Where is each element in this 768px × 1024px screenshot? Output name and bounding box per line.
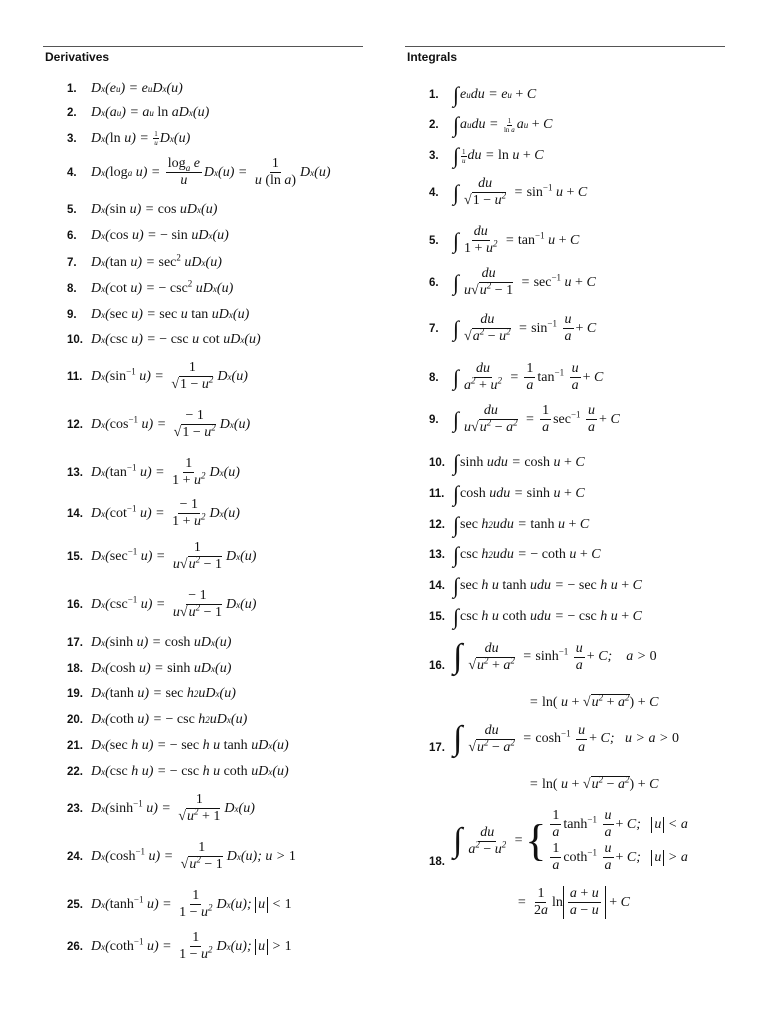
- integral-formula-12: [429, 514, 589, 536]
- formula-expression: D x ( tanh u) = sec h 2 uD x (u): [91, 686, 236, 701]
- formula-expression: D x ( sec h u) = − sec h u tanh uD x (u): [91, 738, 289, 753]
- integral-sign-icon: ∫: [453, 315, 460, 341]
- formula-expression: ∫ $\frac{du}{√u^2 + a^2}$ = $\sinh^{-1}$ $\frac{u}{a}$ + C; a > 0: [453, 638, 657, 675]
- formula-number: 9.: [429, 413, 439, 426]
- integral-formula-1: [429, 84, 536, 106]
- derivative-formula-24: [67, 840, 296, 873]
- formula-expression: D x (a u ) = a u ln aD x (u): [91, 105, 210, 120]
- derivative-formula-10: [67, 332, 261, 348]
- derivative-formula-4: [67, 156, 331, 189]
- derivative-formula-26: [67, 930, 292, 963]
- derivative-formula-3: [67, 130, 190, 147]
- derivative-formula-16: [67, 588, 256, 621]
- left-brace-icon: {: [525, 816, 547, 865]
- integral-formula-9: [429, 403, 620, 436]
- integral-sign-icon: ∫: [453, 450, 460, 475]
- integral-formula-4: [429, 176, 587, 209]
- section-divider: [405, 46, 725, 47]
- formula-expression: D x ( $\csc^{-1}$ u) = $\frac{- 1}{u√u^2 - 1}$ D x (u): [91, 588, 257, 620]
- derivative-formula-18: [67, 661, 231, 677]
- derivative-formula-2: [67, 105, 209, 121]
- formula-expression: ∫ csc h 2 udu = − coth u + C: [453, 542, 601, 567]
- formula-expression: ∫ sinh udu = cosh u + C: [453, 450, 585, 475]
- formula-expression: ∫ cosh udu = sinh u + C: [453, 481, 585, 506]
- integral-sign-icon: ∫: [453, 822, 463, 859]
- integral-sign-icon: ∫: [453, 638, 463, 675]
- derivative-formula-12: [67, 408, 250, 441]
- integral-formula-3: [429, 145, 544, 167]
- formula-expression: ∫ a u du = 1 ln a a u + C: [453, 112, 553, 137]
- formula-number: 1.: [429, 89, 439, 101]
- formula-expression: D x ( log a u) = $\frac{\log_a e}{u}$ D x (u) = $\frac{1}{\text{u (ln a)}}$ D x (u): [91, 156, 331, 188]
- derivative-formula-23: [67, 792, 255, 825]
- derivative-formula-9: [67, 307, 249, 323]
- formula-number: 9.: [67, 309, 77, 321]
- integral-formula-17-alt: = ln( u + √ $u^2 - a^2$ ) + C: [529, 774, 659, 792]
- section-heading-integrals: Integrals: [407, 50, 458, 64]
- formula-number: 10.: [67, 334, 83, 346]
- formula-expression: D x ( ln u) = 1 u D x (u): [91, 130, 191, 147]
- integral-sign-icon: ∫: [453, 542, 460, 567]
- formula-expression: ∫ $\frac{du}{a^2 + u^2}$ = $\frac{1}{a}$ $\tan^{-1}$ $\frac{u}{a}$ + C: [453, 361, 604, 393]
- formula-expression: D x ( $\tan^{-1}$ u) = $\frac{1}{1 + u^2}$ D x (u): [91, 456, 240, 488]
- formula-number: 17.: [429, 742, 445, 754]
- formula-expression: ∫ $\frac{du}{u√u^2 - 1}$ = $\sec^{-1}$ u + C: [453, 266, 596, 298]
- integral-formula-15: [429, 606, 642, 628]
- case-2: $\frac{1}{a}$ coth$^{-1}$ $\frac{u}{a}$ + C; u > a: [552, 841, 688, 873]
- formula-number: 26.: [67, 940, 83, 953]
- case-1: $\frac{1}{a}$ $\tanh^{-1}$ $\frac{u}{a}$ + C; u < a: [552, 808, 688, 840]
- derivative-formula-14: [67, 497, 240, 530]
- integral-sign-icon: ∫: [453, 364, 460, 390]
- formula-expression: D x (e u ) = e u D x (u): [91, 81, 183, 96]
- formula-number: 3.: [67, 132, 77, 145]
- formula-number: 3.: [429, 150, 439, 162]
- formula-number: 8.: [67, 283, 77, 295]
- derivative-formula-25: [67, 888, 292, 921]
- formula-number: 4.: [67, 166, 77, 179]
- formula-expression: D x ( cos u) = − sin uD x (u): [91, 228, 229, 243]
- integral-sign-icon: ∫: [453, 573, 460, 598]
- derivative-formula-5: [67, 202, 217, 218]
- formula-expression: ∫ $\frac{du}{1 + u^2}$ = $\tan^{-1}$ u + C: [453, 224, 580, 256]
- formula-number: 25.: [67, 898, 83, 911]
- derivative-formula-8: [67, 278, 234, 297]
- formula-number: 6.: [429, 276, 439, 289]
- integral-formula-13: [429, 544, 601, 566]
- formula-expression: ∫ 1 u du = ln u + C: [453, 143, 544, 168]
- integral-sign-icon: ∫: [453, 179, 460, 205]
- formula-expression: D x ( coth u) = − csc h 2 uD x (u): [91, 712, 248, 727]
- integral-formula-18-alt: = $\frac{1}{2a}$ ln $\frac{a + u}{a - u}$ + C: [517, 886, 630, 918]
- formula-expression: ∫ $\frac{du}{√1 - u^2}$ = $\sin^{-1}$ u + C: [453, 176, 588, 208]
- formula-expression: ∫ $\frac{du}{√a^2 - u^2}$ = $\sin^{-1}$ $\frac{u}{a}$ + C: [453, 312, 597, 344]
- integral-formula-2: [429, 114, 552, 136]
- formula-number: 8.: [429, 371, 439, 384]
- formula-expression: ∫ $\frac{du}{√u^2 - a^2}$ = $\cosh^{-1}$ $\frac{u}{a}$ + C; u > a > 0: [453, 720, 679, 757]
- integral-sign-icon: ∫: [453, 512, 460, 537]
- integral-formula-11: [429, 483, 585, 505]
- formula-expression: D x ( cosh u) = sinh uD x (u): [91, 661, 232, 676]
- formula-number: 5.: [429, 234, 439, 247]
- integral-sign-icon: ∫: [453, 720, 463, 757]
- formula-expression: D x ( $\sinh^{-1}$ u) = $\frac{1}{√u^2 + 1}$ D x (u): [91, 792, 255, 824]
- derivative-formula-6: [67, 228, 229, 244]
- integral-formula-14: [429, 575, 642, 597]
- formula-expression: D x ( $\tanh^{-1}$ u) = $\frac{1}{1 - u^2}$ D x (u); u < 1: [91, 888, 292, 920]
- formula-number: 20.: [67, 714, 83, 726]
- formula-number: 7.: [67, 257, 77, 269]
- formula-expression: ∫ $\frac{du}{a^2 - u^2}$ = { $\frac{1}{a}$ $\tanh^{-1}$ $\frac{u}{a}$ + C; u < a $\frac{1}{a}$ coth$^{-1}$ $\frac{u}{a}$ + C; u > a: [453, 808, 688, 873]
- derivative-formula-15: [67, 540, 256, 573]
- derivative-formula-19: [67, 686, 236, 702]
- formula-number: 6.: [67, 230, 77, 242]
- formula-number: 7.: [429, 322, 439, 335]
- formula-number: 11.: [67, 370, 83, 383]
- formula-number: 19.: [67, 688, 83, 700]
- formula-number: 1.: [67, 83, 77, 95]
- formula-number: 12.: [429, 519, 445, 531]
- formula-number: 15.: [429, 611, 445, 623]
- formula-expression: D x ( coth$^{-1}$ u) = $\frac{1}{1 - u^2}$ D x (u); u > 1: [91, 930, 292, 962]
- integral-sign-icon: ∫: [453, 406, 460, 432]
- formula-number: 22.: [67, 766, 83, 778]
- formula-number: 16.: [67, 598, 83, 611]
- integral-sign-icon: ∫: [453, 604, 460, 629]
- formula-expression: D x ( sec u) = sec u tan uD x (u): [91, 307, 250, 322]
- formula-number: 11.: [429, 488, 445, 500]
- formula-expression: D x ( tan u) = $\sec^2$ uD x (u): [91, 252, 222, 270]
- formula-number: 21.: [67, 740, 83, 752]
- integral-sign-icon: ∫: [453, 227, 460, 253]
- formula-expression: ∫ csc h u coth udu = − csc h u + C: [453, 604, 643, 629]
- formula-expression: D x ( csc u) = − csc u cot uD x (u): [91, 332, 261, 347]
- formula-number: 12.: [67, 418, 83, 431]
- formula-number: 17.: [67, 637, 83, 649]
- formula-number: 14.: [67, 507, 83, 520]
- formula-expression: D x ( $\cot^{-1}$ u) = $\frac{- 1}{1 + u^2}$ D x (u): [91, 497, 240, 529]
- piecewise-cases: [548, 808, 688, 874]
- formula-number: 4.: [429, 186, 439, 199]
- formula-number: 18.: [67, 663, 83, 675]
- integral-sign-icon: ∫: [453, 481, 460, 506]
- formula-expression: ∫ $\frac{du}{u√u^2 - a^2}$ = $\frac{1}{a}$ $\sec^{-1}$ $\frac{u}{a}$ + C: [453, 403, 620, 435]
- formula-number: 23.: [67, 802, 83, 815]
- formula-expression: ∫ sec h 2 udu = tanh u + C: [453, 512, 590, 537]
- formula-expression: D x ( $\cos^{-1}$ u) = $\frac{- 1}{√1 - u^2}$ D x (u): [91, 408, 251, 440]
- integral-formula-7: [429, 312, 596, 345]
- formula-expression: D x ( cot u) = − $\csc^2$ uD x (u): [91, 278, 234, 296]
- formula-number: 16.: [429, 660, 445, 672]
- formula-number: 24.: [67, 850, 83, 863]
- integral-sign-icon: ∫: [453, 269, 460, 295]
- integral-sign-icon: ∫: [453, 82, 460, 107]
- formula-number: 13.: [429, 549, 445, 561]
- formula-expression: D x ( sin u) = cos uD x (u): [91, 202, 218, 217]
- formula-number: 5.: [67, 204, 77, 216]
- section-divider: [43, 46, 363, 47]
- formula-expression: ∫ e u du = e u + C: [453, 82, 537, 107]
- derivative-formula-22: [67, 764, 289, 780]
- formula-number: 18.: [429, 856, 445, 868]
- section-heading-derivatives: Derivatives: [45, 50, 110, 64]
- integral-formula-16: [429, 640, 657, 674]
- derivative-formula-20: [67, 712, 247, 728]
- formula-number: 14.: [429, 580, 445, 592]
- formula-expression: ∫ sec h u tanh udu = − sec h u + C: [453, 573, 643, 598]
- derivative-formula-11: [67, 360, 248, 393]
- formula-number: 10.: [429, 457, 445, 469]
- derivative-formula-13: [67, 456, 240, 489]
- derivative-formula-1: [67, 81, 183, 97]
- integral-formula-17: [429, 722, 679, 756]
- integral-formula-18: [429, 808, 688, 874]
- integral-sign-icon: ∫: [453, 112, 460, 137]
- formula-expression: D x ( csc h u) = − csc h u coth uD x (u): [91, 764, 289, 779]
- formula-number: 2.: [67, 107, 77, 119]
- integral-formula-16-alt: = ln( u + √ $u^2 + a^2$ ) + C: [529, 692, 659, 710]
- formula-number: 2.: [429, 119, 439, 131]
- integral-formula-10: [429, 452, 585, 474]
- integral-formula-6: [429, 266, 596, 299]
- derivative-formula-21: [67, 738, 289, 754]
- derivative-formula-17: [67, 635, 231, 651]
- formula-expression: D x ( $\sec^{-1}$ u) = $\frac{1}{u√u^2 - 1}$ D x (u): [91, 540, 257, 572]
- formula-number: 15.: [67, 550, 83, 563]
- integral-formula-8: [429, 361, 603, 394]
- integral-formula-5: [429, 224, 579, 257]
- formula-expression: D x ( sinh u) = cosh uD x (u): [91, 635, 232, 650]
- formula-expression: D x ( $\cosh^{-1}$ u) = $\frac{1}{√u^2 - 1}$ D x (u); u > 1: [91, 840, 296, 872]
- formula-number: 13.: [67, 466, 83, 479]
- derivative-formula-7: [67, 252, 222, 271]
- formula-expression: D x ( $\sin^{-1}$ u) = $\frac{1}{√1 - u^2}$ D x (u): [91, 360, 248, 392]
- integral-sign-icon: ∫: [453, 143, 460, 168]
